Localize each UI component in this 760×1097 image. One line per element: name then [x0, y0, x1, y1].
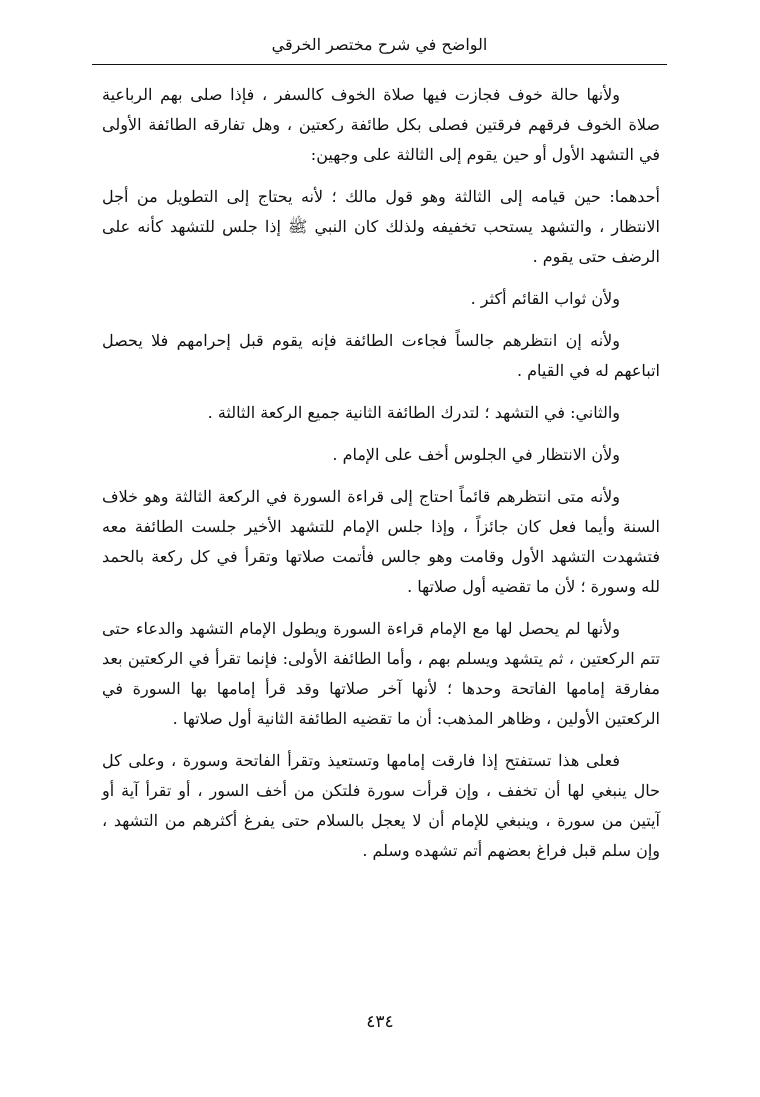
paragraph: ولأنها حالة خوف فجازت فيها صلاة الخوف كالسفر ، فإذا صلى بهم الرباعية صلاة الخوف فرقهم فرقتين فصلى بكل طائفة ركعتين ، وهل تفارقه الطائفة الأولى في التشهد الأول أو حين يقوم إلى الثالثة على وجهين: [102, 85, 660, 164]
paragraph: ولأن ثواب القائم أكثر . [470, 289, 620, 308]
paragraph: ولأن الانتظار في الجلوس أخف على الإمام . [332, 445, 620, 464]
page-body [102, 80, 660, 878]
paragraph: ولأنه إن انتظرهم جالساً فجاءت الطائفة فإنه يقوم قبل إحرامهم فلا يحصل اتباعهم له في القيام . [102, 331, 660, 380]
header-divider [92, 64, 667, 65]
paragraph: ولأنها لم يحصل لها مع الإمام قراءة السورة ويطول الإمام التشهد والدعاء حتى تتم الركعتين ، ثم يتشهد ويسلم بهم ، وأما الطائفة الأولى: فإنما تقرأ في الركعتين بعد مفارقة إمامها الفاتحة وحدها ؛ لأنها آخر صلاتها وقد قرأ إمامها بها السورة في الركعتين الأولين ، وظاهر المذهب: أن ما تقضيه الطائفة الثانية أول صلاتها . [102, 619, 660, 728]
running-header: الواضح في شرح مختصر الخرقي [271, 35, 488, 54]
paragraph: ولأنه متى انتظرهم قائماً احتاج إلى قراءة السورة في الركعة الثالثة وهو خلاف السنة وأيما فعل كان جائزاً ، وإذا جلس الإمام للتشهد الأخير جلست الطائفة معه فتشهدت التشهد الأول وقامت وهو جالس فأتمت صلاتها وتقرأ في كل ركعة بالحمد لله وسورة ؛ لأن ما تقضيه أول صلاتها . [102, 487, 660, 596]
paragraph: والثاني: في التشهد ؛ لتدرك الطائفة الثانية جميع الركعة الثالثة . [207, 403, 620, 422]
paragraph: فعلى هذا تستفتح إذا فارقت إمامها وتستعيذ وتقرأ الفاتحة وسورة ، وعلى كل حال ينبغي لها أن تخفف ، وإن قرأت سورة فلتكن من أخف السور ، أو تقرأ آية أو آيتين من سورة ، وينبغي للإمام أن لا يعجل بالسلام حتى يفرغ أكثرهم من التشهد ، وإن سلم قبل فراغ بعضهم أتم تشهده وسلم . [102, 751, 661, 860]
page-number: ٤٣٤ [366, 1012, 394, 1032]
paragraph: أحدهما: حين قيامه إلى الثالثة وهو قول مالك ؛ لأنه يحتاج إلى التطويل من أجل الانتظار ، والتشهد يستحب تخفيفه ولذلك كان النبي ﷺ إذا جلس للتشهد كأنه على الرضف حتى يقوم . [102, 187, 660, 266]
